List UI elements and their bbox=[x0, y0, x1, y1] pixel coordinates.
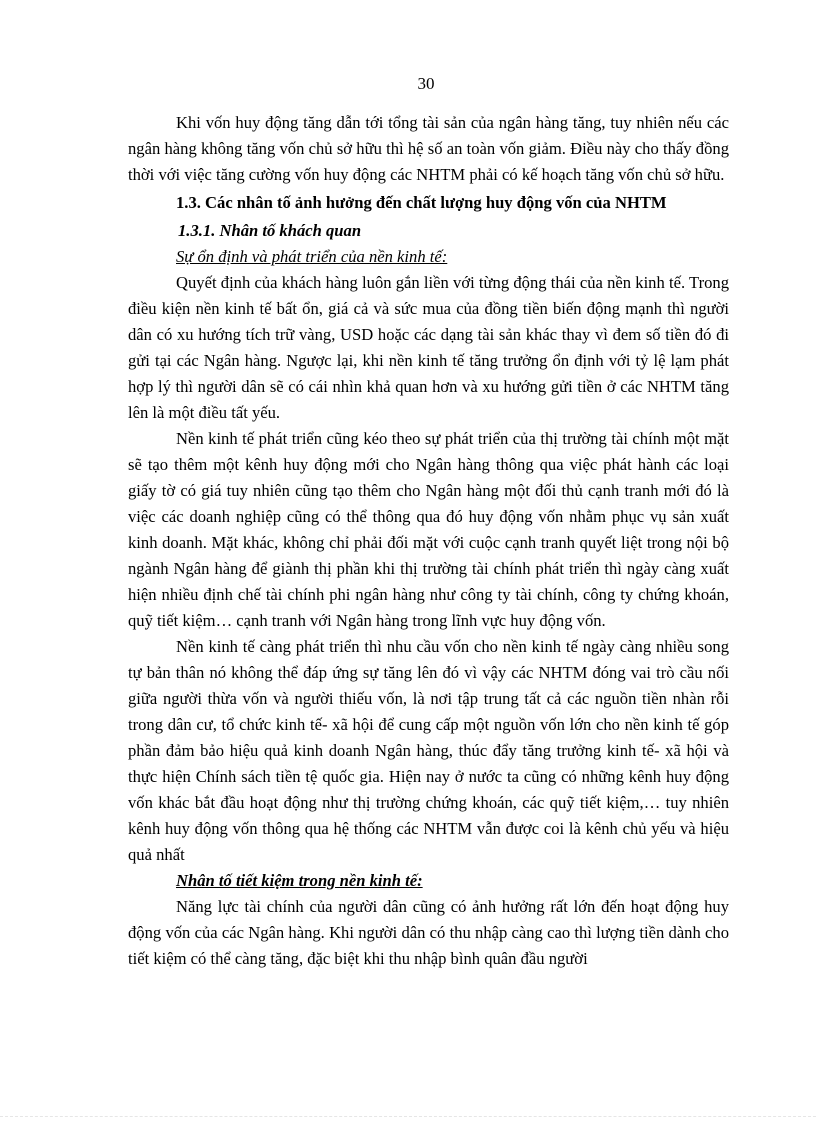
subsection-heading-1-3-1: 1.3.1. Nhân tố khách quan bbox=[178, 221, 362, 240]
section-heading-1-3: 1.3. Các nhân tố ảnh hưởng đến chất lượng huy động vốn của NHTM bbox=[176, 193, 667, 212]
paragraph-capital-safety: Khi vốn huy động tăng dẫn tới tổng tài sản của ngân hàng tăng, tuy nhiên nếu các ngân hàng không tăng vốn chủ sở hữu thì hệ số an toàn vốn giảm. Điều này cho thấy đồng thời với việc tăng cường vốn huy động các NHTM phải có kế hoạch tăng vốn chủ sở hữu. bbox=[128, 113, 729, 184]
page-number: 30 bbox=[417, 74, 435, 93]
paragraph-customer-decision: Quyết định của khách hàng luôn gắn liền với từng động thái của nền kinh tế. Trong điều kiện nền kinh tế bất ổn, giá cả và sức mua của đồng tiền biến động mạnh thì người dân có xu hướng tích trữ vàng, USD hoặc các dạng tài sản khác thay vì đem số tiền đó đi gửi tại các Ngân hàng. Ngược lại, khi nền kinh tế tăng trưởng ổn định với tỷ lệ lạm phát hợp lý thì người dân sẽ có cái nhìn khả quan hơn và xu hướng gửi tiền ở các NHTM tăng lên là một điều tất yếu. bbox=[128, 273, 729, 422]
subheading-savings-factor: Nhân tố tiết kiệm trong nền kinh tế: bbox=[176, 871, 423, 890]
subheading-economic-stability: Sự ổn định và phát triển của nền kinh tế: bbox=[176, 247, 448, 266]
page-bottom-divider bbox=[0, 1116, 816, 1117]
paragraph-capital-demand: Nền kinh tế càng phát triển thì nhu cầu vốn cho nền kinh tế ngày càng nhiều song tự bản thân nó không thể đáp ứng sự tăng lên đó vì vậy các NHTM đóng vai trò cầu nối giữa người thừa vốn và người thiếu vốn, là nơi tập trung tất cả các nguồn tiền nhàn rỗi trong dân cư, tổ chức kinh tế- xã hội để cung cấp một nguồn vốn lớn cho nền kinh tế góp phần đảm bảo hiệu quả kinh doanh Ngân hàng, thúc đẩy tăng trưởng kinh tế- xã hội và thực hiện Chính sách tiền tệ quốc gia. Hiện nay ở nước ta cũng có những kênh huy động vốn khác bắt đầu hoạt động như thị trường chứng khoán, các quỹ tiết kiệm,… tuy nhiên kênh huy động vốn thông qua hệ thống các NHTM vẫn được coi là kênh chủ yếu và hiệu quả nhất bbox=[128, 637, 729, 864]
page-content bbox=[128, 110, 729, 972]
paragraph-financial-market: Nền kinh tế phát triển cũng kéo theo sự phát triển của thị trường tài chính một mặt sẽ tạo thêm một kênh huy động mới cho Ngân hàng thông qua việc phát hành các loại giấy tờ có giá tuy nhiên cũng tạo thêm cho Ngân hàng một đối thủ cạnh tranh mới đó là việc các doanh nghiệp cũng có thể thông qua đó huy động vốn nhằm phục vụ sản xuất kinh doanh. Mặt khác, không chỉ phải đối mặt với cuộc cạnh tranh quyết liệt trong nội bộ ngành Ngân hàng để giành thị phần khi thị trường tài chính phát triển thì ngày càng xuất hiện nhiều định chế tài chính phi ngân hàng như công ty tài chính, công ty chứng khoán, quỹ tiết kiệm… cạnh tranh với Ngân hàng trong lĩnh vực huy động vốn. bbox=[128, 429, 729, 630]
paragraph-financial-capacity: Năng lực tài chính của người dân cũng có ảnh hưởng rất lớn đến hoạt động huy động vốn của các Ngân hàng. Khi người dân có thu nhập càng cao thì lượng tiền dành cho tiết kiệm có thể càng tăng, đặc biệt khi thu nhập bình quân đầu người bbox=[128, 897, 729, 968]
